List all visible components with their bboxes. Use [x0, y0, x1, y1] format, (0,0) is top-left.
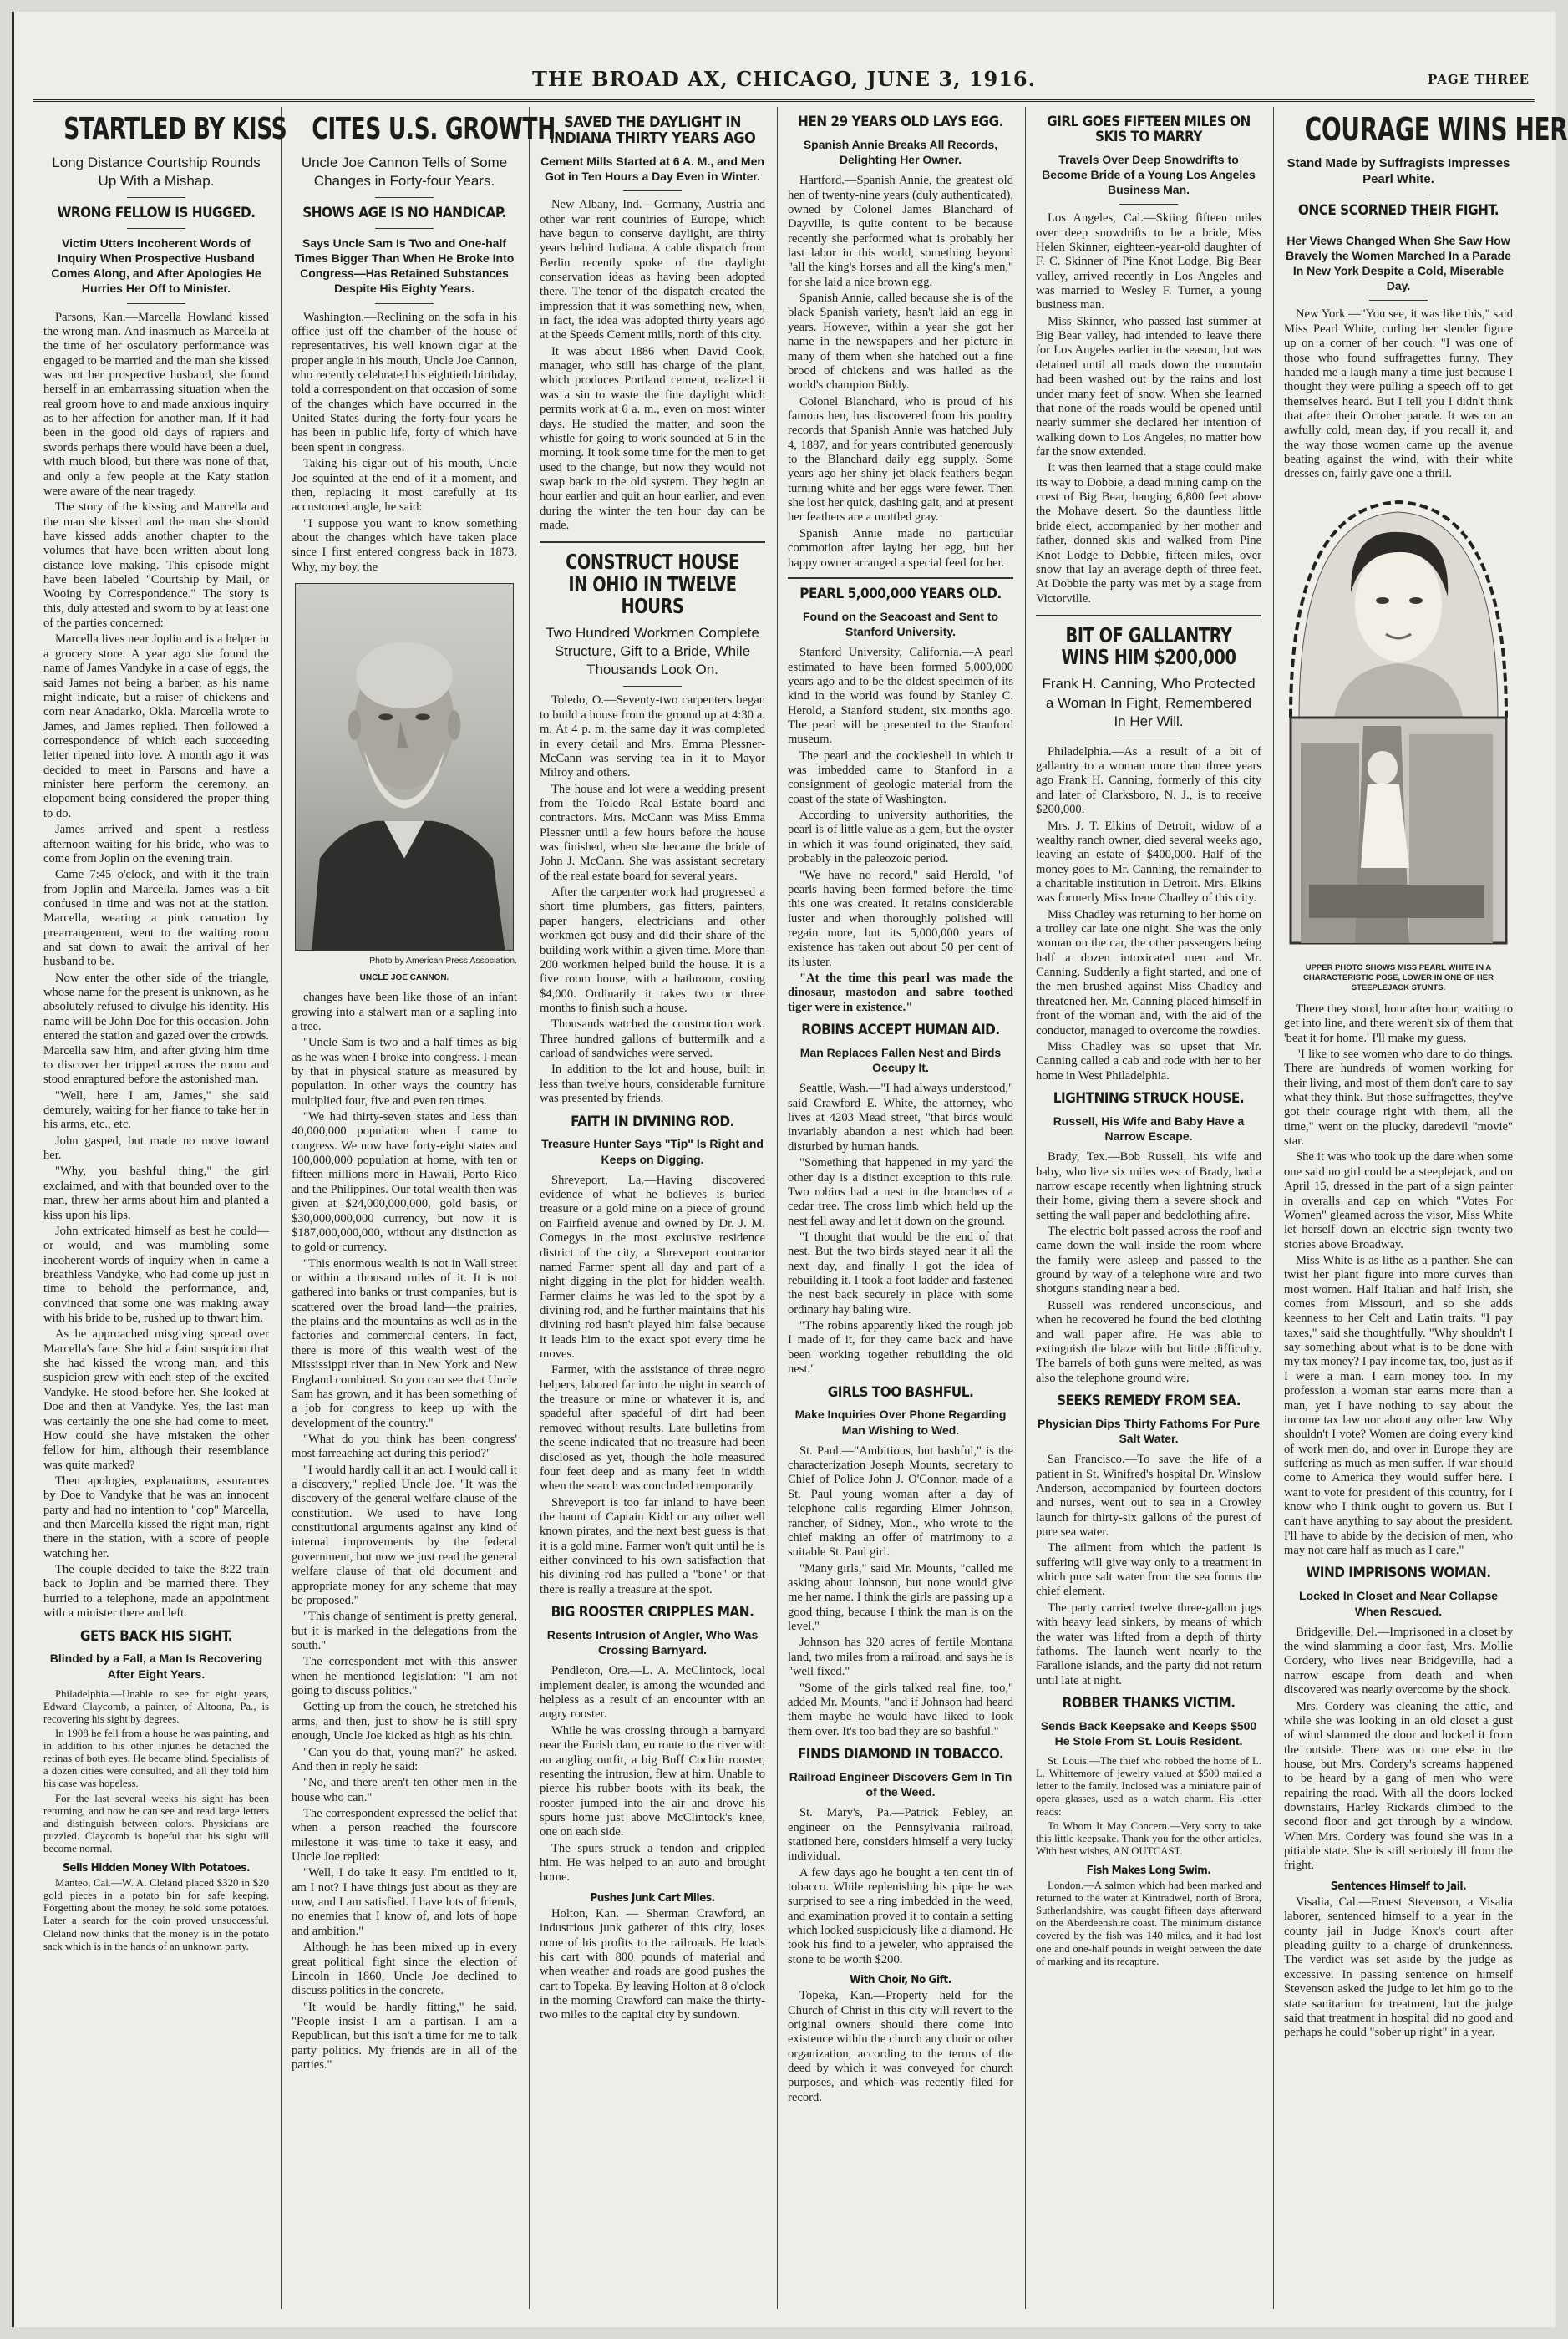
headline-fish-swim: Fish Makes Long Swim.: [1086, 1863, 1211, 1877]
paragraph: Then apologies, explanations, assurances by Doe to Vandyke that he was an innocent party and had no intention to "cop" Marcella, and then Marcella kissed the right man, right there in the station, with a score of people watching her.: [43, 1474, 269, 1560]
summary-deck: Treasure Hunter Says "Tip" Is Right and Keeps on Digging.: [541, 1137, 764, 1166]
paragraph: Holton, Kan. — Sherman Crawford, an industrious junk gatherer of this city, loses none of his profits to the railroads. He loads his cart with 800 pounds of material and when weather and roads are good pushes the cart to Topeka. By leaving Holton at 8 o'clock in the morning Crawford can make the thirty-two miles to the capital city by sundown.: [540, 1906, 765, 2022]
paragraph: St. Louis.—The thief who robbed the home of L. L. Whittemore of jewelry valued at $500 mailed a letter to the family. Inclosed was a miniature pair of opera glasses, used as a watch charm. His letter reads:: [1036, 1755, 1261, 1818]
paragraph: Brady, Tex.—Bob Russell, his wife and baby, who live six miles west of Brady, had a narrow escape recently when lightning struck their home, giving them a severe shock and setting the wall paper and bedclothing afire.: [1036, 1150, 1261, 1222]
paragraph: "Many girls," said Mr. Mounts, "called me asking about Johnson, but none would give me her name. I think the girls are passing up a good thing, because I think the man is on the level.": [788, 1561, 1013, 1634]
column-3: [530, 107, 775, 2309]
divider: [375, 197, 434, 198]
divider: [623, 190, 682, 191]
paragraph: To Whom It May Concern.—Very sorry to take this little keepsake. Thank you for the other articles. With best wishes, AN OUTCAST.: [1036, 1819, 1261, 1857]
subhead: WRONG FELLOW IS HUGGED.: [57, 204, 256, 221]
column-5: [1026, 107, 1271, 2309]
column-4: [778, 107, 1023, 2309]
paragraph: The ailment from which the patient is suffering will give way only to a treatment in which pure salt water from the sea forms the chief element.: [1036, 1541, 1261, 1599]
headline-sells-hidden-money: Sells Hidden Money With Potatoes.: [62, 1861, 251, 1875]
paragraph: Washington.—Reclining on the sofa in his office just off the chamber of the house of representatives, his well known cigar at the proper angle in his mouth, Uncle Joe Cannon, who recently celebrated his eightieth birthday, told a correspondent on that occasion of some of the changes which have occurred in the United States during the forty-four years he has been in public life, forty of which have been spent in congress.: [292, 310, 517, 454]
paragraph: "Well, here I am, James," she said demurely, waiting for her fiance to take her in his arms, etc., etc.: [43, 1088, 269, 1132]
paragraph: New Albany, Ind.—Germany, Austria and other war rent countries of Europe, which have begun to conserve daylight, are thirty years behind Indiana. A cable dispatch from Berlin recently spoke of the daylight conservation ideas as having been adopted there. The tenor of the dispatch created the impression that it was something new, when, in fact, the idea was adopted thirty years ago at the Speeds Cement mills, north of this city.: [540, 198, 765, 342]
paragraph: Manteo, Cal.—W. A. Cleland placed $320 in $20 gold pieces in a potato bin for safe keeping. Forgetting about the money, he sold some potatoes. Later a search for the coin proved unsuccessful. Cleland now thinks that the money is in the potato sack which is in the hands of an unknown party.: [43, 1877, 269, 1952]
paragraph: The house and lot were a wedding present from the Toledo Real Estate board and contractors. Mrs. McCann was Miss Emma Plessner until a few hours before the house was finished, when she became the bride of John J. McCann. She was assistant secretary of the real estate board for several years.: [540, 782, 765, 883]
paragraph: Seattle, Wash.—"I had always understood," said Crawford E. White, the attorney, who lives at 4203 Mead street, "that birds would invariably abandon a nest which had been disturbed by human hands.: [788, 1082, 1013, 1154]
headline-seeks-remedy: SEEKS REMEDY FROM SEA.: [1056, 1392, 1241, 1409]
paragraph: "We had thirty-seven states and less than 40,000,000 population when I came to congress. We now have forty-eight states and 100,000,000 population at home, with ten or fifteen millions more in Hawaii, Porto Rico and the Philippines. Our total wealth then was given at $24,000,000,000, gold basis, or $30,000,000,000 currency, but now it is $187,000,000,000, without any distinction as to gold or currency.: [292, 1110, 517, 1255]
paragraph: The spurs struck a tendon and crippled him. He was helped to an auto and brought home.: [540, 1841, 765, 1885]
paragraph: Came 7:45 o'clock, and with it the train from Joplin and Marcella. James was a bit confused in time and was not at the station. Marcella, wearing a pink carnation by prearrangement, went to the waiting room and sat down to await the arrival of her husband to be.: [43, 868, 269, 969]
paragraph: "I like to see women who dare to do things. There are hundreds of women working for their living, and most of them don't care to say what they think. But those suffragettes, they've got their courage right with them, all the time," went on the plucky, daredevil "movie" star.: [1284, 1047, 1513, 1149]
headline-pearl: PEARL 5,000,000 YEARS OLD.: [799, 585, 1002, 602]
paragraph: "No, and there aren't ten other men in the house who can.": [292, 1776, 517, 1804]
paragraph: The electric bolt passed across the roof and came down the wall inside the room where the family were asleep and passed to the ground by way of a telephone wire and two shotguns standing near a bed.: [1036, 1225, 1261, 1296]
pearl-white-photos: [1284, 492, 1513, 960]
headline-finds-diamond: FINDS DIAMOND IN TOBACCO.: [797, 1745, 1004, 1763]
paragraph: Spanish Annie, called because she is of the black Spanish variety, hasn't laid an egg in years. However, within a year she got her name in the newspapers and her picture in many of them when she hatched out a fine brood of chickens and was hailed as the world's champion Biddy.: [788, 292, 1013, 393]
subhead: SHOWS AGE IS NO HANDICAP.: [302, 204, 506, 221]
section-divider: [540, 541, 765, 543]
paragraph: London.—A salmon which had been marked and returned to the water at Kintradwel, north of Brora, Sutherlandshire, was caught fifteen days afterward on the Aberdeenshire coast. The minimum distance covered by the fish was 140 miles, and it had lost one and one-half pounds in weight between the date of marking and its recapture.: [1036, 1880, 1261, 1967]
paragraph: "This enormous wealth is not in Wall street or within a thousand miles of it. It is not gathered into banks or trust companies, but is scattered over the broad land—the prairies, the plains and the mountains as well as in the factories and commercial centers. In fact, there is more of this wealth west of the Mississippi river than in New York and New England combined. So you can see that Uncle Sam has grown, and it has been something of a job for congress to keep up with the development of the country.": [292, 1256, 517, 1430]
paragraph: "I would hardly call it an act. I would call it a discovery," replied Uncle Joe. "It was the discovery of the general welfare clause of the constitution. We used to have long constitutional arguments against any kind of internal improvements by the federal government, but now we just read the general welfare clause of that old document and appropriate money for any scheme that may be proposed.": [292, 1463, 517, 1607]
paragraph: "Can you do that, young man?" he asked. And then in reply he said:: [292, 1745, 517, 1773]
headline-startled-by-kiss: STARTLED BY KISS: [63, 112, 287, 146]
summary-deck: Man Replaces Fallen Nest and Birds Occupy It.: [799, 1045, 1002, 1075]
subhead: Two Hundred Workmen Complete Structure, Gift to a Bride, While Thousands Look On.: [546, 625, 759, 678]
paragraph: "It would be hardly fitting," he said. "People insist I am a partisan. I am a Republican, but this isn't a time for me to talk party politics. My friends are in all of the parties.": [292, 2000, 517, 2073]
summary-deck: Sends Back Keepsake and Keeps $500 He Stole From St. Louis Resident.: [1040, 1718, 1257, 1748]
headline-wind-imprisons: WIND IMPRISONS WOMAN.: [1306, 1565, 1491, 1582]
summary-deck: Victim Utters Incoherent Words of Inquiry When Prospective Husband Comes Along, and After Apologies He Hurries Her Off to Minister.: [51, 236, 261, 296]
paragraph: changes have been like those of an infant growing into a stalwart man or a sapling into a tree.: [292, 991, 517, 1033]
paragraph: Topeka, Kan.—Property held for the Church of Christ in this city will revert to the original owners should there come into existence within the church any choir or other organization, according to the terms of the deed by which it was conveyed for church purposes, and which was recently filed for record.: [788, 1989, 1013, 2104]
pearl-white-illustration: [1284, 492, 1513, 960]
paragraph: James arrived and spent a restless afternoon waiting for his bride, who was to come from Joplin on the evening train.: [43, 823, 269, 865]
paragraph: Miss White is as lithe as a panther. She can twist her plant figure into more curves than most women. Half Italian and half Irish, she comes from Missouri, and so she adds keenness to her Celt and Latin traits. "I pay taxes," said she thoughtfully. "Why shouldn't I say something about what is to be done with my tax money? I pay income tax, too, just as if I were a man. I earn money too. In my profession a woman star earns more than a man, yet I have nothing to say about the income tax law nor about any other law. Why shouldn't I vote? Women are doing every kind of work men do, and over in Europe they are suffering as much as men suffer. If war should come to America they would suffer here. I want to vote for president of this country, for I know who I think ought to govern us. But I can't have anything to say about the president. I'll have to abide by the decision of men, who may not care half as much as I care.": [1284, 1253, 1513, 1558]
paragraph: According to university authorities, the pearl is of little value as a gem, but the oyster in which it was found originated, they said, probably in the paleozoic period.: [788, 809, 1013, 866]
paragraph: There they stood, hour after hour, waiting to get into line, and there weren't six of them that 'beat it for home.' I'll make my guess.: [1284, 1002, 1513, 1045]
paragraph: "Well, I do take it easy. I'm entitled to it, am I not? I have things just about as they are now, and I am satisfied. I have lots of friends, no enemies that I know of, and lots of hope and ambition.": [292, 1866, 517, 1938]
page-number: PAGE THREE: [1428, 71, 1530, 87]
uncle-joe-cannon-portrait: [296, 584, 513, 950]
masthead-title: THE BROAD AX, CHICAGO, JUNE 3, 1916.: [532, 67, 1036, 91]
subhead: Uncle Joe Cannon Tells of Some Changes in Forty-four Years.: [301, 154, 508, 189]
headline-robins: ROBINS ACCEPT HUMAN AID.: [801, 1022, 1000, 1039]
paragraph: Stanford University, California.—A pearl estimated to have been formed 5,000,000 years ago and to be the oldest specimen of its kind in the world was found by Stanley C. Herold, a Stanford student, six months ago. The pearl will be presented to the Stanford museum.: [788, 646, 1013, 747]
portrait-photo: [295, 583, 514, 951]
paragraph: In 1908 he fell from a house he was painting, and in addition to his other injuries he detached the retinas of both eyes. He became blind. Specialists of a dozen cities were consulted, and all they told him his case was hopeless.: [43, 1728, 269, 1790]
paragraph: Johnson has 320 acres of fertile Montana land, two miles from a railroad, and says he is "well fixed.": [788, 1636, 1013, 1679]
headline-robber-thanks: ROBBER THANKS VICTIM.: [1062, 1694, 1236, 1712]
paragraph: The story of the kissing and Marcella and the man she kissed and the man she should have kissed adds another chapter to the volumes that have been written about long distance love making. This episode might have been labeled "Courtship by Mail, or Wooing by Correspondence." The story is this, duly attested and sworn to by at least one of the parties concerned:: [43, 500, 269, 631]
summary-deck: Her Views Changed When She Saw How Bravely the Women Marched In a Parade In New York Despite a Cold, Miserable Day.: [1286, 233, 1511, 293]
paragraph: "Some of the girls talked real fine, too," added Mr. Mounts, "and if Johnson had heard them maybe he would have liked to look them over. It's too bad they are so bashful.": [788, 1681, 1013, 1738]
paragraph: Pendleton, Ore.—L. A. McClintock, local implement dealer, is among the wounded and helpless as a result of an encounter with an angry rooster.: [540, 1664, 765, 1722]
paragraph: St. Mary's, Pa.—Patrick Febley, an engineer on the Pennsylvania railroad, stationed here, considers himself a very lucky individual.: [788, 1806, 1013, 1864]
summary-deck: Blinded by a Fall, a Man Is Recovering After Eight Years.: [49, 1652, 263, 1681]
headline-sentences-himself: Sentences Himself to Jail.: [1330, 1879, 1467, 1893]
paragraph: Philadelphia.—Unable to see for eight years, Edward Claycomb, a painter, of Altoona, Pa., is recovering his sight by degrees.: [43, 1687, 269, 1725]
paragraph: Mrs. J. T. Elkins of Detroit, widow of a wealthy ranch owner, died several weeks ago, leaving an estate of $400,000. Half of the money goes to Mr. Canning, the remainder to a charitable institution in Detroit. Mrs. Elkins was formerly Miss Irene Chadley of this city.: [1036, 819, 1261, 906]
headline-bit-of-gallantry: BIT OF GALLANTRY WINS HIM $200,000: [1061, 622, 1236, 670]
paragraph: Miss Chadley was so upset that Mr. Canning called a cab and rode with her to her home in West Philadelphia.: [1036, 1039, 1261, 1083]
headline-girls-too-bashful: GIRLS TOO BASHFUL.: [827, 1383, 974, 1401]
paragraph: "Uncle Sam is two and a half times as big as he was when I broke into congress. I mean by that in physical stature as measured by population. In other ways the country has multiplied four, five and even ten times.: [292, 1036, 517, 1108]
paragraph: "This change of sentiment is pretty general, but it is marked in the delegations from the south.": [292, 1610, 517, 1652]
paragraph: She it was who took up the dare when some one said no girl could be a steeplejack, and on April 15, dressed in the part of a sign painter in overalls and cap on which "Votes For Women" gleamed across the visor, Miss White let herself down an electric sign twenty-two stories above Broadway.: [1284, 1150, 1513, 1251]
paragraph: Farmer, with the assistance of three negro helpers, labored far into the night in search of the treasure or mine or whatever it is, and spadeful after spadeful of dirt had been removed without results. Late bulletins from the scene indicated that no treasure had been disclosed as yet, though the hole measured four feet deep and as many feet in width when the search was concluded temporarily.: [540, 1363, 765, 1494]
paragraph: Bridgeville, Del.—Imprisoned in a closet by the wind slamming a door fast, Mrs. Mollie Cordery, who lives near Bridgeville, had a narrow escape from death and when discovered was nearly overcome by the shock.: [1284, 1625, 1513, 1697]
subhead: Long Distance Courtship Rounds Up With a Mishap.: [52, 154, 261, 189]
subhead: Frank H. Canning, Who Protected a Woman In Fight, Remembered In Her Will.: [1042, 676, 1256, 729]
paragraph: "What do you think has been congress' most farreaching act during this period?": [292, 1432, 517, 1461]
photo-credit: Photo by American Press Association.: [369, 956, 517, 967]
headline-lightning: LIGHTNING STRUCK HOUSE.: [1053, 1090, 1245, 1107]
headline-with-choir: With Choir, No Gift.: [850, 1973, 951, 1987]
paragraph: St. Paul.—"Ambitious, but bashful," is the characterization Joseph Mounts, secretary to Chief of Police John J. O'Connor, made of a St. Paul young woman after a day of telephone calls regarding Elmer Johnson, rancher, of Sidney, Mon., who wrote to the chief making an offer of matrimony to a suitable St. Paul girl.: [788, 1443, 1013, 1560]
headline-cites-us-growth: CITES U.S. GROWTH: [312, 112, 556, 146]
paragraph: For the last several weeks his sight has been returning, and now he can see and read large letters and distinguish between colors. Physicians are puzzled. Claycomb is hopeful that his sight will become normal.: [43, 1792, 269, 1854]
headline-gets-back-his-sight: GETS BACK HIS SIGHT.: [79, 1627, 233, 1645]
paragraph: Spanish Annie made no particular commotion after laying her egg, but her happy owner arranged a special feed for her.: [788, 526, 1013, 570]
paragraph: Russell was rendered unconscious, and when he recovered he found the bed clothing and wall paper afire. He was able to extinguish the blaze with but little difficulty. The barrels of both guns were melted, as was also the telephone ground wire.: [1036, 1298, 1261, 1385]
paragraph: San Francisco.—To save the life of a patient in St. Winifred's hospital Dr. Winslow Anderson, accompanied by fourteen doctors and nurses, went out to sea in a Crowley launch for thirty-six gallons of the purest of pure sea water.: [1036, 1453, 1261, 1539]
paragraph: "At the time this pearl was made the dinosaur, mastodon and sabre toothed tiger were in existence.": [788, 972, 1013, 1014]
paragraph: Taking his cigar out of his mouth, Uncle Joe squinted at the end of it a moment, and then, replacing it most carefully at its accustomed angle, he said:: [292, 457, 517, 515]
paragraph: The correspondent expressed the belief that when a person reached the fourscore milestone it was time to take it easy, and Uncle Joe replied:: [292, 1806, 517, 1865]
divider: [1369, 300, 1428, 301]
section-divider: [1036, 615, 1261, 616]
paragraph: Thousands watched the construction work. Three hundred gallons of buttermilk and a carload of sandwiches were served.: [540, 1017, 765, 1061]
divider: [127, 303, 185, 304]
paragraph: A few days ago he bought a ten cent tin of tobacco. While replenishing his pipe he was surprised to see a ring imbedded in the weed, and examination proved it to contain a setting which looked suspiciously like a diamond. He took his find to a jeweler, who appraised the stone to be worth $200.: [788, 1865, 1013, 1966]
paragraph: Visalia, Cal.—Ernest Stevenson, a Visalia laborer, sentenced himself to a year in the county jail in Judge Knox's court after pleading guilty to a charge of drunkenness. The verdict was set aside by the judge as excessive. In passing sentence on himself Stevenson asked the judge to let him go to the state sanitarium for treatment, but the judge said that treatment in hospital did no good and perhaps he could "sober up right" in a year.: [1284, 1895, 1513, 2040]
headline-courage-wins-her: COURAGE WINS HER: [1304, 111, 1568, 148]
paragraph: The pearl and the cockleshell in which it was imbedded came to Stanford in a consignment of geologic material from the coast of the state of Washington.: [788, 748, 1013, 806]
divider: [127, 197, 185, 198]
summary-deck: Found on the Seacoast and Sent to Stanford University.: [802, 609, 999, 638]
paragraph: The correspondent met with this answer when he mentioned legislation: "I am not going to discuss politics.": [292, 1655, 517, 1698]
summary-deck: Make Inquiries Over Phone Regarding Man Wishing to Wed.: [794, 1408, 1007, 1437]
paragraph: Miss Chadley was returning to her home on a trolley car late one night. She was the only woman on the car, the other passengers being half a dozen intoxicated men and Mr. Canning. Suddenly a fight started, and one of the men brushed against Miss Chadley and threatened her. Mr. Canning placed himself in front of the woman and, with the aid of the conductor, managed to overcome the rowdies.: [1036, 907, 1261, 1038]
paragraph: Shreveport is too far inland to have been the haunt of Captain Kidd or any other well known pirates, and the next best guess is that it is a gold mine. Farmer won't quit until he is either convinced to his own satisfaction that his divining rod has pulled a "bone" or that there is really a treasure at the spot.: [540, 1495, 765, 1596]
paragraph: Marcella lives near Joplin and is a helper in a grocery store. A year ago she found the name of James Vandyke in a case of eggs, the said James not being a barber, as his name might indicate, but a raiser of chickens and corn near Anadarko, Okla. Marcella wrote to James, and James replied. Then followed a correspondence of which each succeeding letter ripened into love. A month ago it was decided to meet in Parsons and have a minister here perform the ceremony, an elopement being considered the proper thing to do.: [43, 632, 269, 820]
summary-deck: Railroad Engineer Discovers Gem In Tin of the Weed.: [789, 1769, 1012, 1799]
summary-deck: Russell, His Wife and Baby Have a Narrow Escape.: [1053, 1114, 1245, 1144]
paragraph: Miss Skinner, who passed last summer at Big Bear valley, had intended to leave there for Los Angeles earlier in the season, but was detained until all roads down the mountain had been washed out by the rains and lost under many feet of snow. When she learned that none of the roads would be opened until nearly summer she declared her intention of walking down to Los Angeles, no matter how far the snow extended.: [1036, 314, 1261, 459]
divider: [127, 228, 185, 229]
paragraph: The party carried twelve three-gallon jugs with heavy lead sinkers, by means of which the water was lifted from a depth of thirty fathoms. The launch went nearly to the Farallone islands, and the party did not return until late at night.: [1036, 1601, 1261, 1687]
column-1: [33, 107, 287, 2309]
paragraph: It was then learned that a stage could make its way to Dobbie, a dead mining camp on the crest of Big Bear, hanging 6,800 feet above the Mohave desert. So the dauntless little bride elect, accompanied by her mother and father, donned skis and walked from Pine Knot Lodge to Dobbie, fifteen miles, over snow that lay an average depth of three feet. At Dobbie the party was met by a stage from Victorville.: [1036, 461, 1261, 606]
paragraph: "Something that happened in my yard the other day is a distinct exception to this rule. Two robins had a nest in the branches of a cedar tree. The cross limb which held up the nest fell away and let it down on the ground.: [788, 1156, 1013, 1228]
divider: [375, 303, 434, 304]
paragraph: "I suppose you want to know something about the changes which have taken place since I first entered congress back in 1873. Why, my boy, the: [292, 516, 517, 574]
photo-caption: UPPER PHOTO SHOWS MISS PEARL WHITE IN A CHARACTERISTIC POSE, LOWER IN ONE OF HER STEEPLEJACK STUNTS.: [1302, 962, 1494, 993]
summary-deck: Travels Over Deep Snowdrifts to Become Bride of a Young Los Angeles Business Man.: [1042, 152, 1256, 197]
paragraph: Philadelphia.—As a result of a bit of gallantry to a woman more than three years ago Frank H. Canning, formerly of this city and later of Clarksboro, N. J., is to receive $200,000.: [1036, 744, 1261, 817]
paragraph: Although he has been mixed up in every great political fight since the election of Lincoln in 1860, Uncle Joe declined to discuss politics in the concrete.: [292, 1941, 517, 1998]
column-6: [1274, 107, 1568, 2309]
paragraph: Shreveport, La.—Having discovered evidence of what he believes is buried treasure or a gold mine on a piece of ground on Fairfield avenue and owned by Dr. J. M. Comegys in the most exclusive residence district of the city, a Shreveport contractor named Farmer spent all day and part of a night digging in the plot for hidden wealth. Farmer claims he was led to the spot by a divining rod, and he further maintains that his divining rod hasn't played him false because it leads him to the exact spot every time he moves.: [540, 1173, 765, 1362]
headline-faith-divining-rod: FAITH IN DIVINING ROD.: [571, 1113, 734, 1130]
paragraph: John extricated himself as best he could—or would, and was mumbling some incoherent words of inquiry when in came a breathless Vandyke, who had come up just in time to behold the performance, and, convinced that some one was making away with his bride to be, rushed up to thwart him.: [43, 1224, 269, 1326]
paragraph: Colonel Blanchard, who is proud of his famous hen, has discovered from his poultry records that Spanish Annie was hatched July 4, 1887, and for years contributed generously to the Blanchard daily egg supply. Some years ago her shiny jet black feathers began turning white and her eggs were fewer. Then she lost her quick, dashing gait, and at present her feathers are a mottled gray.: [788, 394, 1013, 525]
paragraph: Los Angeles, Cal.—Skiing fifteen miles over deep snowdrifts to be a bride, Miss Helen Skinner, eighteen-year-old daughter of F. C. Skinner of Pine Knot Lodge, Big Bear valley, arrived recently in Los Angeles and was married to Wesley F. Turner, a young business man.: [1036, 211, 1261, 312]
headline-big-rooster: BIG ROOSTER CRIPPLES MAN.: [551, 1604, 754, 1621]
paragraph: "The robins apparently liked the rough job I made of it, for they came back and have been working together rebuilding the old nest.": [788, 1319, 1013, 1377]
divider: [1119, 204, 1178, 205]
paragraph: "Why, you bashful thing," the girl exclaimed, and with that bounded over to the man, threw her arms about him and planted a kiss upon his lips.: [43, 1164, 269, 1222]
paragraph: Now enter the other side of the triangle, whose name for the present is unknown, as he absolutely refused to divulge his identity. His name will be John Doe for this occasion. John entered the station and gazed over the crowds. Marcella saw him, and after giving him time to discover her tripped across the room and stood enraptured before the astonished man.: [43, 971, 269, 1087]
paragraph: Mrs. Cordery was cleaning the attic, and while she was looking in an old closet a gust of wind slammed the door and locked it from the outside. There was no one else in the house, but Mrs. Cordery's screams happened to be heard by a gang of men who were repairing the road. With all the doors locked downstairs, Harley Rickards climbed to the second floor and got through by a window. When Mrs. Cordery was found she was in a pitiable state. She is still seriously ill from the fright.: [1284, 1699, 1513, 1873]
divider: [623, 686, 682, 687]
photo-caption: UNCLE JOE CANNON.: [359, 973, 449, 983]
paragraph: Parsons, Kan.—Marcella Howland kissed the wrong man. And inasmuch as Marcella at the time of her osculatory performance was engaged to be married and the man she kissed was not her prospective husband, she found herself in an embarrassing situation when the real groom hove to and made anxious inquiry as to her affection for another man. If it had been in the good old days of rapiers and swords perhaps there would have been a duel, with much blood, but there was none of that, and only a few people at the Katy station were aware of the near tragedy.: [43, 310, 269, 498]
paragraph: Toledo, O.—Seventy-two carpenters began to build a house from the ground up at 4:30 a. m. At 4 p. m. the same day it was completed in every detail and Mrs. Emma Plessner-McCann was serving tea in it to Mayor Milroy and others.: [540, 693, 765, 780]
summary-deck: Spanish Annie Breaks All Records, Delighting Her Owner.: [803, 137, 998, 167]
column-2: [282, 107, 556, 2309]
headline-girl-skis: GIRL GOES FIFTEEN MILES ON SKIS TO MARRY: [1047, 114, 1251, 145]
summary-deck: Physician Dips Thirty Fathoms For Pure Salt Water.: [1037, 1416, 1261, 1445]
divider: [375, 228, 434, 229]
headline-saved-daylight: SAVED THE DAYLIGHT IN INDIANA THIRTY YEARS AGO: [549, 114, 756, 147]
summary-deck: Resents Intrusion of Angler, Who Was Crossing Barnyard.: [546, 1628, 759, 1657]
masthead: [33, 58, 1535, 102]
paragraph: "We have no record," said Herold, "of pearls having been formed before the time this one was created. It retains considerable luster and when thoroughly polished will regain more, but its 5,000,000 years of existence has taken out about 50 per cent of its luster.: [788, 868, 1013, 969]
summary-deck: Stand Made by Suffragists Impresses Pearl White.: [1286, 155, 1510, 187]
section-divider: [788, 577, 1013, 579]
paragraph: As he approached misgiving spread over Marcella's face. She hid a faint suspicion that she had kissed the wrong man, and this suspicion grew with each step of the excited Vandyke. He stood before her. She looked at Doe and then at Vandyke. Yes, the last man was certainly the one she had come to meet. How could she have mistaken the other fellow for him, although their resemblance was quite marked?: [43, 1327, 269, 1472]
paragraph: While he was crossing through a barnyard near the Furish dam, en route to the river with an angling outfit, a big Buff Cochin rooster, resenting the intrusion, flew at him. Unable to pierce his rubber boots with its beak, the rooster jumped into the air and drove his spurs home just above McClintock's knee, one on each side.: [540, 1723, 765, 1839]
paragraph: In addition to the lot and house, built in less than twelve hours, considerable furniture was presented by friends.: [540, 1063, 765, 1106]
paragraph: Getting up from the couch, he stretched his arms, and then, just to show he is still spry enough, Uncle Joe kicked as high as his chin.: [292, 1700, 517, 1743]
paragraph: John gasped, but made no move toward her.: [43, 1134, 269, 1163]
paragraph: After the carpenter work had progressed a short time plumbers, gas fitters, painters, paper hangers, electricians and other workmen got busy and did their share of the building work within a given time. More than 200 workmen helped build the house. It is a five room house, with a bathroom, costing $4,000. Ordinarily it takes two or three months to finish such a house.: [540, 885, 765, 1015]
headline-construct-house: CONSTRUCT HOUSE IN OHIO IN TWELVE HOURS: [566, 550, 739, 618]
headline-pushes-junk-cart: Pushes Junk Cart Miles.: [590, 1890, 715, 1905]
paragraph: New York.—"You see, it was like this," said Miss Pearl White, curling her slender figure up on a corner of her couch. "I was one of those who found suffragettes funny. They handed me a laugh many a time just because I thought they were pulling a speech off to get themselves heard. But I tell you I didn't think that after their October parade. It was on an awfully cold, mean day, if you recall it, and the way those women came up the avenue beating against the wind, with their white dresses on, fairly gave one a thrill.: [1284, 307, 1513, 481]
paragraph: "I thought that would be the end of that nest. But the two birds stayed near it all the next day, and finally I got the idea of rebuilding it. I took a foot ladder and fastened the nest back securely in place with some ordinary hay baling wire.: [788, 1230, 1013, 1317]
paragraph: Hartford.—Spanish Annie, the greatest old hen of twenty-nine years (duly authenticated), owned by Colonel James Blanchard of Dayville, is quite content to be because recently she performed what is probably her last labor in this world, something beyond "all the king's horses and all the king's men," for she laid a nice brown egg.: [788, 174, 1013, 289]
summary-deck: Says Uncle Sam Is Two and One-half Times Bigger Than When He Broke Into Congress—Has Retained Substances Despite His Eighty Years.: [294, 236, 515, 296]
summary-deck: Locked In Closet and Near Collapse When Rescued.: [1298, 1589, 1499, 1618]
summary-deck: Cement Mills Started at 6 A. M., and Men Got in Ten Hours a Day Even in Winter.: [540, 154, 764, 183]
paragraph: The couple decided to take the 8:22 train back to Joplin and be married there. They hurried to a telephone, made an appointment with a minister there and left.: [43, 1563, 269, 1621]
headline-hen-lays-egg: HEN 29 YEARS OLD LAYS EGG.: [798, 114, 1003, 130]
subhead: ONCE SCORNED THEIR FIGHT.: [1297, 201, 1499, 219]
paragraph: It was about 1886 when David Cook, manager, who still has charge of the plant, which produces Portland cement, realized it was a sin to waste the fine daylight which permits work at 6 a. m., even on most winter days. He studied the matter, and soon the whistle for going to work sounded at 6 in the morning. It took some time for the men to get used to the change, but now they would not swap back to the old system. They begin an hour earlier and quit an hour earlier, and even during the winter the ten hour day can be made.: [540, 344, 765, 533]
